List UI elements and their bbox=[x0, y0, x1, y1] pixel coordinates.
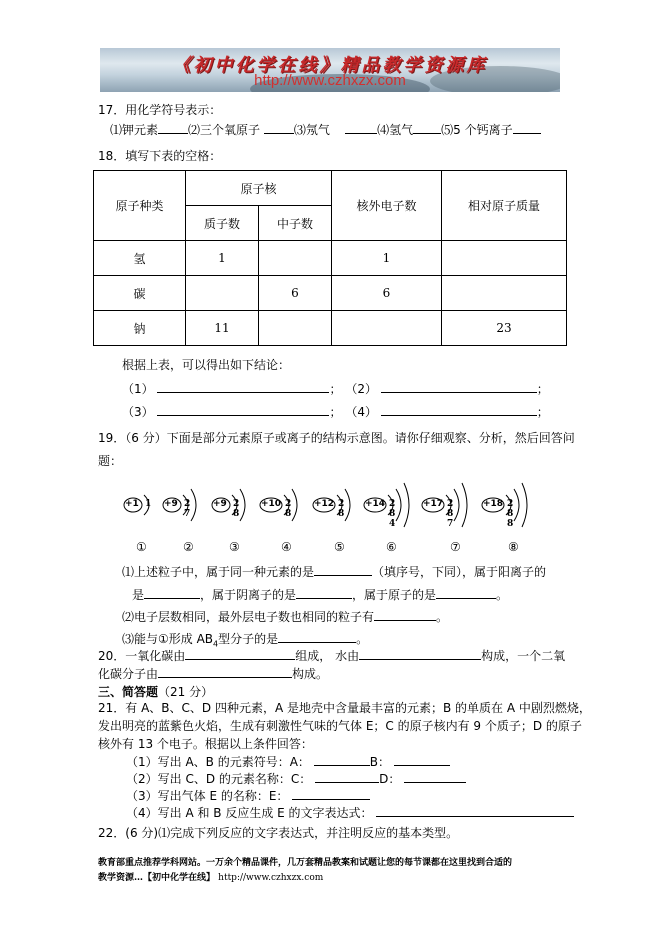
q17-item-3: ⑶氖气 bbox=[293, 123, 330, 137]
q19-blank-atom[interactable] bbox=[436, 586, 496, 599]
banner-title: 《初中化学在线》精品教学资源库 bbox=[172, 55, 488, 76]
q17-title: 17．用化学符号表示： bbox=[98, 103, 222, 117]
table-row bbox=[94, 241, 567, 276]
footer-line1: 教育部重点推荐学科网站。一万余个精品课件，几万套精品教案和试题让您的每节课都在这里找到合适的 bbox=[98, 858, 513, 868]
q19-sub2 bbox=[122, 608, 448, 625]
shell-electron-counts: 1 bbox=[145, 499, 152, 509]
nuclear-charge: +1 bbox=[125, 499, 139, 509]
q17-item-2: ⑵三个氧原子 bbox=[188, 123, 261, 137]
particle-label: ④ bbox=[281, 540, 292, 554]
atomic-structure-diagrams bbox=[0, 485, 661, 555]
q19-sub3-text-c: 。 bbox=[356, 632, 369, 646]
q17-blank-3[interactable] bbox=[345, 121, 377, 134]
q19-blank-same-element[interactable] bbox=[314, 563, 372, 576]
nuclear-charge: +18 bbox=[483, 499, 504, 509]
q19-sub1-line2 bbox=[132, 586, 508, 603]
shell-electron-counts: 2 8 bbox=[338, 499, 345, 519]
electron-shell-arc bbox=[522, 483, 527, 527]
separator: ； bbox=[536, 382, 549, 396]
q21-blank-d[interactable] bbox=[404, 770, 466, 783]
q20-line1 bbox=[98, 647, 565, 664]
q19-sub3 bbox=[122, 630, 368, 648]
footer-line2 bbox=[98, 870, 323, 883]
header-electrons: 核外电子数 bbox=[332, 171, 442, 241]
header-protons: 质子数 bbox=[186, 206, 259, 241]
separator: ； bbox=[536, 405, 549, 419]
particle-label: ① bbox=[136, 540, 147, 554]
electron-shell-arc bbox=[462, 483, 467, 527]
footer-text: 教学资源…【初中化学在线】 bbox=[98, 873, 216, 883]
q20-text-e: 构成。 bbox=[292, 667, 329, 681]
q19-sub3-text-b: 型分子的是 bbox=[218, 632, 279, 646]
q21-sub1 bbox=[126, 753, 450, 770]
electron-shell-arc bbox=[292, 489, 297, 521]
electron-shell-arc bbox=[240, 489, 245, 521]
q21-sub3 bbox=[126, 787, 370, 804]
q19-sub1-line1 bbox=[122, 563, 546, 580]
cell-neutrons[interactable] bbox=[259, 241, 332, 276]
cell-protons[interactable] bbox=[186, 276, 259, 311]
header-nucleus: 原子核 bbox=[186, 171, 332, 206]
cell-name: 氢 bbox=[94, 241, 186, 276]
particle-label: ⑦ bbox=[450, 540, 461, 554]
q21-line1: 21．有 A、B、C、D 四种元素，A 是地壳中含量最丰富的元素；B 的单质在 A 中剧烈燃烧， bbox=[98, 701, 591, 715]
electron-shell-arc bbox=[454, 489, 459, 521]
q19-blank-ab4[interactable] bbox=[278, 630, 356, 643]
conclusion-label-4: （4） bbox=[345, 405, 377, 419]
separator: ； bbox=[329, 382, 342, 396]
conclusion-blank-3[interactable] bbox=[157, 403, 329, 416]
q17-blank-1[interactable] bbox=[158, 121, 188, 134]
q17-item-1: ⑴钾元素 bbox=[110, 123, 159, 137]
q21-sub3-text: （3）写出气体 E 的名称：E： bbox=[126, 789, 289, 803]
q19-sub3-text-a: ⑶能与①形成 AB bbox=[122, 632, 214, 646]
q21-blank-c[interactable] bbox=[315, 770, 379, 783]
shell-electron-counts: 2 7 bbox=[184, 499, 191, 519]
nuclear-charge: +9 bbox=[213, 499, 227, 509]
conclusion-blank-4[interactable] bbox=[381, 403, 537, 416]
header-banner bbox=[100, 48, 560, 92]
header-atom-type: 原子种类 bbox=[94, 171, 186, 241]
q21-line3: 核外有 13 个电子。根据以上条件回答： bbox=[98, 737, 313, 751]
q19-title-line1: 19．（6 分）下面是部分元素原子或离子的结构示意图。请你仔细观察、分析，然后回答问 bbox=[98, 431, 575, 445]
q19-blank-cation[interactable] bbox=[144, 586, 200, 599]
particle-label: ③ bbox=[229, 540, 240, 554]
conclusion-blank-2[interactable] bbox=[381, 380, 537, 393]
q19-sub2-text-a: ⑵电子层数相同，最外层电子数也相同的粒子有 bbox=[122, 610, 375, 624]
q19-sub1-text-d: ，属于阴离子的是 bbox=[200, 588, 297, 602]
q21-line2: 发出明亮的蓝紫色火焰，生成有刺激性气味的气体 E；C 的原子核内有 9 个质子；D 的原子 bbox=[98, 719, 582, 733]
q21-blank-a[interactable] bbox=[314, 753, 370, 766]
cell-neutrons[interactable] bbox=[259, 311, 332, 346]
q20-text-c: 构成，一个二氧 bbox=[481, 649, 566, 663]
q20-text-d: 化碳分子由 bbox=[98, 667, 159, 681]
q20-text-a: 20．一氧化碳由 bbox=[98, 649, 186, 663]
q19-sub1-text-f: 。 bbox=[496, 588, 509, 602]
particle-label: ⑤ bbox=[334, 540, 345, 554]
shell-electron-counts: 2 8 8 bbox=[507, 499, 514, 529]
cell-name: 碳 bbox=[94, 276, 186, 311]
q18-conclusion-row-1 bbox=[122, 380, 549, 397]
shell-electron-counts: 2 8 bbox=[233, 499, 240, 519]
q22-line1: 22．(6 分)⑴完成下列反应的文字表达式，并注明反应的基本类型。 bbox=[98, 826, 459, 840]
electron-shell-arc bbox=[404, 483, 409, 527]
cell-electrons[interactable]: 6 bbox=[332, 276, 442, 311]
cell-neutrons[interactable]: 6 bbox=[259, 276, 332, 311]
nuclear-charge: +12 bbox=[314, 499, 335, 509]
q19-blank-same-shells[interactable] bbox=[374, 608, 436, 621]
q19-sub2-text-b: 。 bbox=[436, 610, 449, 624]
conclusion-label-3: （3） bbox=[122, 405, 154, 419]
q20-blank-co2[interactable] bbox=[158, 665, 292, 678]
q21-sub4-text: （4）写出 A 和 B 反应生成 E 的文字表达式： bbox=[126, 806, 373, 820]
q21-sub1-text: （1）写出 A、B 的元素符号：A： bbox=[126, 755, 310, 769]
q17-item-5: ⑸5 个钙离子 bbox=[441, 123, 513, 137]
q19-blank-anion[interactable] bbox=[296, 586, 352, 599]
q18-conclusion-intro: 根据上表，可以得出如下结论： bbox=[122, 358, 291, 372]
nuclear-charge: +10 bbox=[261, 499, 282, 509]
section-heading bbox=[98, 683, 213, 700]
table-row bbox=[94, 276, 567, 311]
shell-electron-counts: 2 8 7 bbox=[447, 499, 454, 529]
separator: ； bbox=[329, 405, 342, 419]
shell-electron-counts: 2 8 4 bbox=[389, 499, 396, 529]
cell-mass[interactable]: 23 bbox=[442, 311, 567, 346]
electron-shell-arc bbox=[396, 489, 401, 521]
nuclear-charge: +17 bbox=[423, 499, 444, 509]
q18-title: 18．填写下表的空格： bbox=[98, 149, 222, 163]
banner-url: http://www.czhxzx.com bbox=[254, 72, 406, 89]
q20-line2 bbox=[98, 665, 328, 682]
cell-mass[interactable] bbox=[442, 276, 567, 311]
particle-label: ② bbox=[183, 540, 194, 554]
q21-sub1-text-b: B： bbox=[369, 755, 390, 769]
header-mass: 相对原子质量 bbox=[442, 171, 567, 241]
q21-sub4 bbox=[126, 804, 574, 821]
q21-sub2 bbox=[126, 770, 466, 787]
q19-sub1-text-c: 是 bbox=[132, 588, 145, 602]
particle-label: ⑥ bbox=[386, 540, 397, 554]
q18-conclusion-row-2 bbox=[122, 403, 549, 420]
q19-sub1-text-a: ⑴上述粒子中，属于同一种元素的是 bbox=[122, 565, 315, 579]
cell-electrons[interactable]: 1 bbox=[332, 241, 442, 276]
q17-item-4: ⑷氢气 bbox=[377, 123, 414, 137]
q20-blank-co[interactable] bbox=[185, 647, 295, 660]
conclusion-label-1: （1） bbox=[122, 382, 154, 396]
footer-link[interactable]: http://www.czhxzx.com bbox=[218, 873, 324, 883]
shell-electron-counts: 2 8 bbox=[285, 499, 292, 519]
q21-blank-equation[interactable] bbox=[376, 804, 574, 817]
q19-sub3-subscript: 4 bbox=[213, 639, 219, 649]
q21-sub2-text-b: D： bbox=[379, 772, 401, 786]
q19-title-line2: 题： bbox=[98, 454, 123, 468]
cell-protons[interactable]: 11 bbox=[186, 311, 259, 346]
q21-blank-b[interactable] bbox=[394, 753, 450, 766]
cell-electrons[interactable] bbox=[332, 311, 442, 346]
q20-blank-water[interactable] bbox=[359, 647, 481, 660]
electron-shell-arc bbox=[514, 489, 519, 521]
q21-blank-e[interactable] bbox=[292, 787, 370, 800]
q19-sub1-text-e: ，属于原子的是 bbox=[352, 588, 437, 602]
atom-table bbox=[93, 170, 567, 346]
header-neutrons: 中子数 bbox=[259, 206, 332, 241]
cell-mass[interactable] bbox=[442, 241, 567, 276]
cell-protons[interactable]: 1 bbox=[186, 241, 259, 276]
q17-blank-2[interactable] bbox=[264, 121, 294, 134]
q17-blank-5[interactable] bbox=[513, 121, 541, 134]
conclusion-blank-1[interactable] bbox=[157, 380, 329, 393]
q19-sub1-text-b: （填序号，下同），属于阳离子的 bbox=[372, 565, 547, 579]
q21-sub2-text: （2）写出 C、D 的元素名称：C： bbox=[126, 772, 312, 786]
electron-shell-arc bbox=[345, 489, 350, 521]
q17-items bbox=[110, 121, 541, 138]
section-score: （21 分） bbox=[158, 685, 214, 699]
particle-label: ⑧ bbox=[508, 540, 519, 554]
conclusion-label-2: （2） bbox=[345, 382, 377, 396]
nuclear-charge: +9 bbox=[164, 499, 178, 509]
section-title: 三、简答题 bbox=[98, 685, 159, 699]
cell-name: 钠 bbox=[94, 311, 186, 346]
q20-text-b: 组成， 水由 bbox=[295, 649, 360, 663]
electron-shell-arc bbox=[191, 489, 196, 521]
table-row bbox=[94, 311, 567, 346]
q17-blank-4[interactable] bbox=[413, 121, 441, 134]
nuclear-charge: +14 bbox=[365, 499, 386, 509]
